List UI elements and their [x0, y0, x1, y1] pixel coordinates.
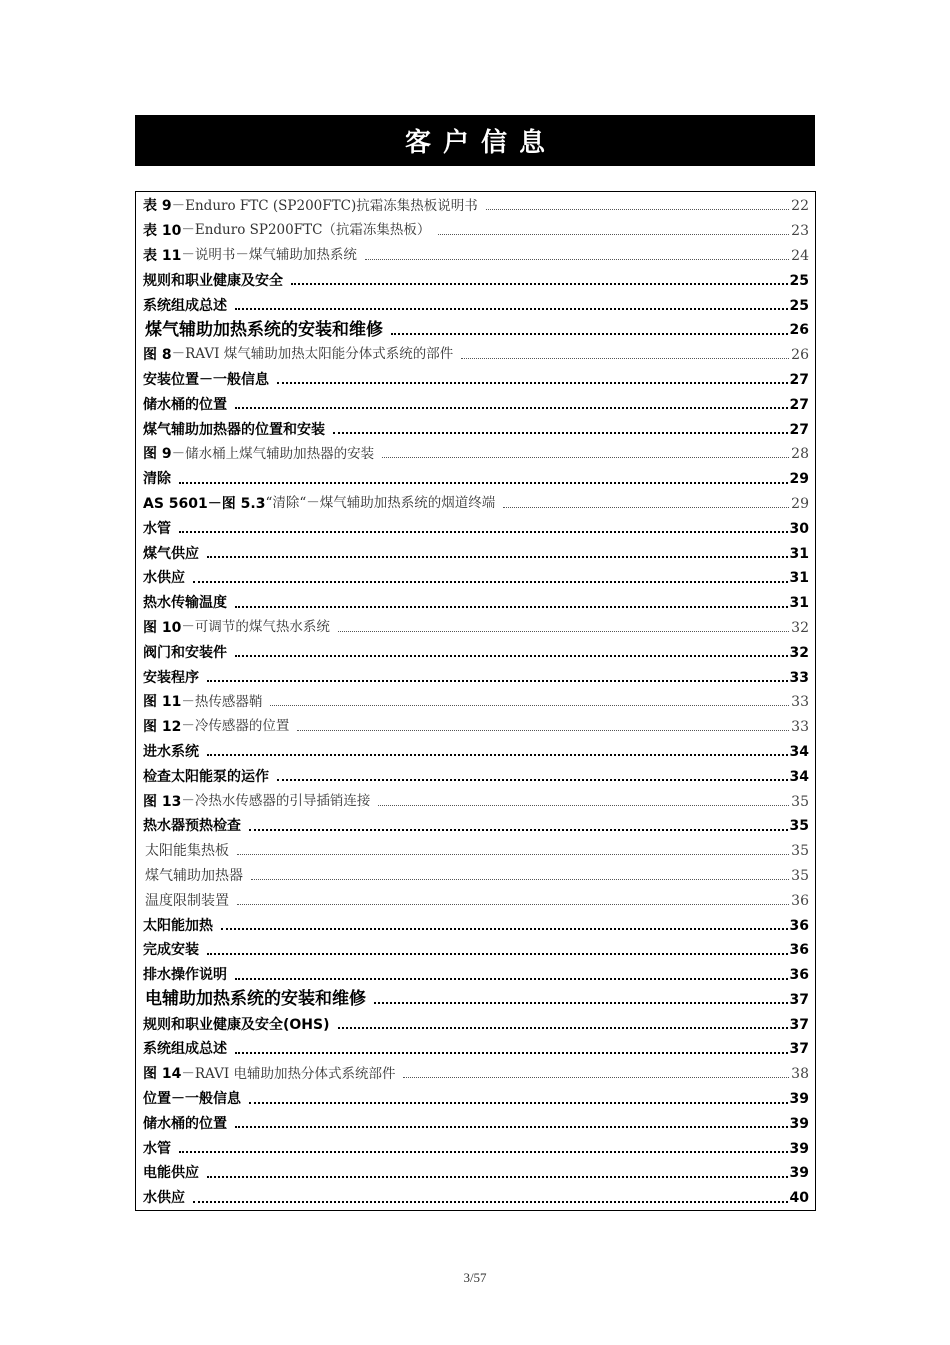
toc-entry[interactable] [143, 1111, 809, 1136]
toc-entry-page-number: 40 [789, 1190, 809, 1207]
toc-entry-title: 电能供应 [143, 1165, 199, 1182]
toc-entry-page-number: 31 [789, 570, 809, 587]
toc-entry-title: 水管 [143, 520, 171, 537]
toc-entry-title: 煤气辅助加热器 [145, 867, 243, 884]
toc-entry-title: 系统组成总述 [143, 1041, 227, 1058]
table-of-contents [135, 191, 816, 1211]
toc-entry-page-number: 32 [789, 644, 809, 661]
toc-entry[interactable] [143, 392, 809, 417]
toc-entry-page-number: 35 [789, 818, 809, 835]
toc-entry-prefix: 表 11 [143, 247, 182, 264]
toc-entry-page-number: 36 [791, 892, 809, 909]
toc-entry-title: 位置－一般信息 [143, 1091, 241, 1108]
toc-entry-page-number: 29 [791, 495, 809, 512]
toc-entry-title: －储水桶上煤气辅助加热器的安装 [171, 445, 375, 462]
dot-leader [382, 454, 789, 458]
dot-leader [235, 652, 788, 657]
toc-entry-page-number: 35 [791, 793, 809, 810]
toc-entry-page-number: 38 [791, 1066, 809, 1083]
toc-entry-title: －RAVI 煤气辅助加热太阳能分体式系统的部件 [171, 346, 454, 363]
toc-entry-page-number: 24 [791, 247, 809, 264]
dot-leader [270, 702, 789, 706]
dot-leader [207, 751, 788, 756]
toc-entry-prefix: 图 12 [143, 719, 182, 736]
toc-entry-page-number: 28 [791, 446, 809, 463]
toc-entry-page-number: 35 [791, 843, 809, 860]
dot-leader [503, 504, 789, 508]
toc-entry-title: 储水桶的位置 [143, 1115, 227, 1132]
toc-entry-title: 煤气辅助加热器的位置和安装 [143, 421, 325, 438]
dot-leader [486, 206, 789, 210]
dot-leader [277, 379, 788, 384]
dot-leader [235, 975, 788, 980]
toc-entry-title: 检查太阳能泵的运作 [143, 768, 269, 785]
toc-entry-title: 煤气供应 [143, 545, 199, 562]
toc-entry-title: 电辅助加热系统的安装和维修 [145, 989, 366, 1010]
toc-entry-prefix: 图 13 [143, 793, 182, 810]
toc-entry-page-number: 33 [791, 694, 809, 711]
toc-entry-title: 系统组成总述 [143, 297, 227, 314]
toc-entry-title: －Enduro FTC (SP200FTC)抗霜冻集热板说明书 [171, 197, 478, 214]
dot-leader [193, 578, 788, 583]
toc-entry[interactable] [143, 219, 809, 244]
toc-entry-title: －可调节的煤气热水系统 [181, 619, 330, 636]
toc-entry-prefix: AS 5601－图 5.3 [143, 495, 266, 512]
toc-entry-page-number: 27 [789, 421, 809, 438]
toc-entry[interactable] [143, 318, 809, 343]
toc-entry[interactable] [143, 1062, 809, 1087]
toc-entry[interactable] [143, 690, 809, 715]
dot-leader [207, 553, 788, 558]
toc-entry-title: －冷热水传感器的引导插销连接 [181, 792, 371, 809]
toc-entry-title: 水供应 [143, 570, 185, 587]
toc-entry-page-number: 33 [789, 669, 809, 686]
toc-entry-page-number: 36 [789, 967, 809, 984]
dot-leader [338, 628, 789, 632]
toc-entry[interactable] [143, 1037, 809, 1062]
toc-entry-page-number: 39 [789, 1091, 809, 1108]
dot-leader [251, 876, 789, 880]
dot-leader [391, 330, 788, 335]
toc-entry-prefix: 图 9 [143, 446, 172, 463]
dot-leader [438, 231, 789, 235]
toc-entry[interactable] [143, 194, 809, 219]
toc-entry[interactable] [143, 1186, 809, 1211]
dot-leader [193, 1198, 788, 1203]
toc-entry[interactable] [143, 616, 809, 641]
toc-entry-prefix: 图 14 [143, 1066, 182, 1083]
dot-leader [235, 404, 788, 409]
dot-leader [235, 305, 788, 310]
toc-entry-page-number: 35 [791, 867, 809, 884]
toc-entry[interactable] [143, 715, 809, 740]
toc-entry[interactable] [143, 467, 809, 492]
toc-entry-title: 安装程序 [143, 669, 199, 686]
toc-entry-prefix: 图 11 [143, 694, 182, 711]
dot-leader [333, 429, 788, 434]
dot-leader [297, 727, 789, 731]
toc-entry[interactable] [143, 988, 809, 1013]
toc-entry-title: 储水桶的位置 [143, 396, 227, 413]
toc-entry-page-number: 39 [789, 1115, 809, 1132]
toc-entry-title: 水管 [143, 1140, 171, 1157]
toc-entry-page-number: 34 [789, 743, 809, 760]
dot-leader [237, 901, 789, 905]
dot-leader [179, 1148, 788, 1153]
toc-entry-page-number: 22 [791, 198, 809, 215]
toc-entry[interactable] [143, 368, 809, 393]
page-title: 客户信息 [135, 115, 815, 166]
toc-entry-page-number: 31 [789, 595, 809, 612]
toc-entry-title: 规则和职业健康及安全 [143, 272, 283, 289]
toc-entry-title: 太阳能集热板 [145, 843, 229, 860]
toc-entry-page-number: 36 [789, 917, 809, 934]
toc-entry[interactable] [143, 591, 809, 616]
toc-entry-page-number: 33 [791, 719, 809, 736]
toc-entry-title: －Enduro SP200FTC（抗霜冻集热板） [181, 222, 431, 239]
toc-entry-page-number: 23 [791, 223, 809, 240]
dot-leader [461, 355, 789, 359]
dot-leader [403, 1074, 789, 1078]
toc-entry-prefix: 表 9 [143, 198, 172, 215]
toc-entry[interactable] [143, 1087, 809, 1112]
toc-entry-title: 完成安装 [143, 942, 199, 959]
toc-entry[interactable] [143, 566, 809, 591]
toc-entry-title: －RAVI 电辅助加热分体式系统部件 [181, 1065, 396, 1082]
toc-entry-title: 进水系统 [143, 743, 199, 760]
toc-entry-title: －冷传感器的位置 [181, 718, 290, 735]
toc-entry-page-number: 30 [789, 520, 809, 537]
toc-entry-page-number: 25 [789, 272, 809, 289]
toc-entry[interactable] [143, 293, 809, 318]
dot-leader [249, 826, 788, 831]
toc-entry[interactable] [143, 814, 809, 839]
toc-entry[interactable] [143, 888, 809, 913]
toc-entry-page-number: 34 [789, 768, 809, 785]
dot-leader [179, 479, 788, 484]
toc-entry[interactable] [143, 640, 809, 665]
toc-entry[interactable] [143, 913, 809, 938]
toc-entry-title: 阀门和安装件 [143, 644, 227, 661]
toc-entry-title: 热水传输温度 [143, 595, 227, 612]
toc-entry-page-number: 39 [789, 1165, 809, 1182]
toc-entry-title: 热水器预热检查 [143, 818, 241, 835]
dot-leader [338, 1024, 788, 1029]
toc-entry[interactable] [143, 1136, 809, 1161]
toc-entry[interactable] [143, 864, 809, 889]
toc-entry-title: “清除“－煤气辅助加热系统的烟道终端 [265, 495, 496, 512]
toc-entry[interactable] [143, 492, 809, 517]
page-number: 3/57 [463, 1270, 487, 1285]
toc-entry-title: －热传感器鞘 [181, 693, 263, 710]
toc-entry[interactable] [143, 1161, 809, 1186]
toc-entry-page-number: 36 [789, 942, 809, 959]
dot-leader [249, 1099, 788, 1104]
toc-entry-page-number: 32 [791, 619, 809, 636]
dot-leader [235, 1049, 788, 1054]
toc-entry-page-number: 29 [789, 471, 809, 488]
toc-entry[interactable] [143, 938, 809, 963]
toc-entry[interactable] [143, 1012, 809, 1037]
toc-entry-title: －说明书－煤气辅助加热系统 [181, 247, 357, 264]
dot-leader [237, 851, 789, 855]
toc-entry[interactable] [143, 839, 809, 864]
dot-leader [207, 677, 788, 682]
dot-leader [179, 528, 788, 533]
toc-entry-prefix: 图 8 [143, 347, 172, 364]
toc-entry-title: 清除 [143, 471, 171, 488]
toc-entry-page-number: 25 [789, 297, 809, 314]
dot-leader [277, 776, 788, 781]
toc-entry-page-number: 31 [789, 545, 809, 562]
toc-entry[interactable] [143, 417, 809, 442]
dot-leader [374, 999, 788, 1004]
toc-entry-page-number: 26 [789, 322, 809, 339]
toc-entry-title: 水供应 [143, 1190, 185, 1207]
toc-entry[interactable] [143, 541, 809, 566]
toc-entry-title: 规则和职业健康及安全(OHS) [143, 1016, 330, 1033]
dot-leader [291, 280, 788, 285]
toc-entry-title: 煤气辅助加热系统的安装和维修 [145, 319, 383, 340]
toc-entry[interactable] [143, 764, 809, 789]
toc-entry[interactable] [143, 343, 809, 368]
toc-entry[interactable] [143, 268, 809, 293]
dot-leader [365, 256, 789, 260]
dot-leader [207, 950, 788, 955]
toc-entry-prefix: 图 10 [143, 619, 182, 636]
toc-entry-page-number: 27 [789, 371, 809, 388]
toc-entry-title: 温度限制装置 [145, 892, 229, 909]
toc-entry[interactable] [143, 665, 809, 690]
toc-entry[interactable] [143, 740, 809, 765]
toc-entry-page-number: 39 [789, 1140, 809, 1157]
toc-entry-page-number: 37 [789, 1041, 809, 1058]
dot-leader [207, 1173, 788, 1178]
toc-entry-title: 安装位置－一般信息 [143, 371, 269, 388]
toc-entry[interactable] [143, 244, 809, 269]
toc-entry[interactable] [143, 789, 809, 814]
toc-entry-prefix: 表 10 [143, 223, 182, 240]
dot-leader [235, 603, 788, 608]
toc-entry[interactable] [143, 963, 809, 988]
toc-entry-title: 排水操作说明 [143, 967, 227, 984]
dot-leader [235, 1123, 788, 1128]
toc-entry-page-number: 26 [791, 347, 809, 364]
toc-entry[interactable] [143, 442, 809, 467]
toc-entry-title: 太阳能加热 [143, 917, 213, 934]
dot-leader [378, 802, 789, 806]
toc-entry-page-number: 37 [789, 991, 809, 1008]
toc-entry-page-number: 27 [789, 396, 809, 413]
dot-leader [221, 925, 788, 930]
toc-entry[interactable] [143, 516, 809, 541]
toc-entry-page-number: 37 [789, 1016, 809, 1033]
